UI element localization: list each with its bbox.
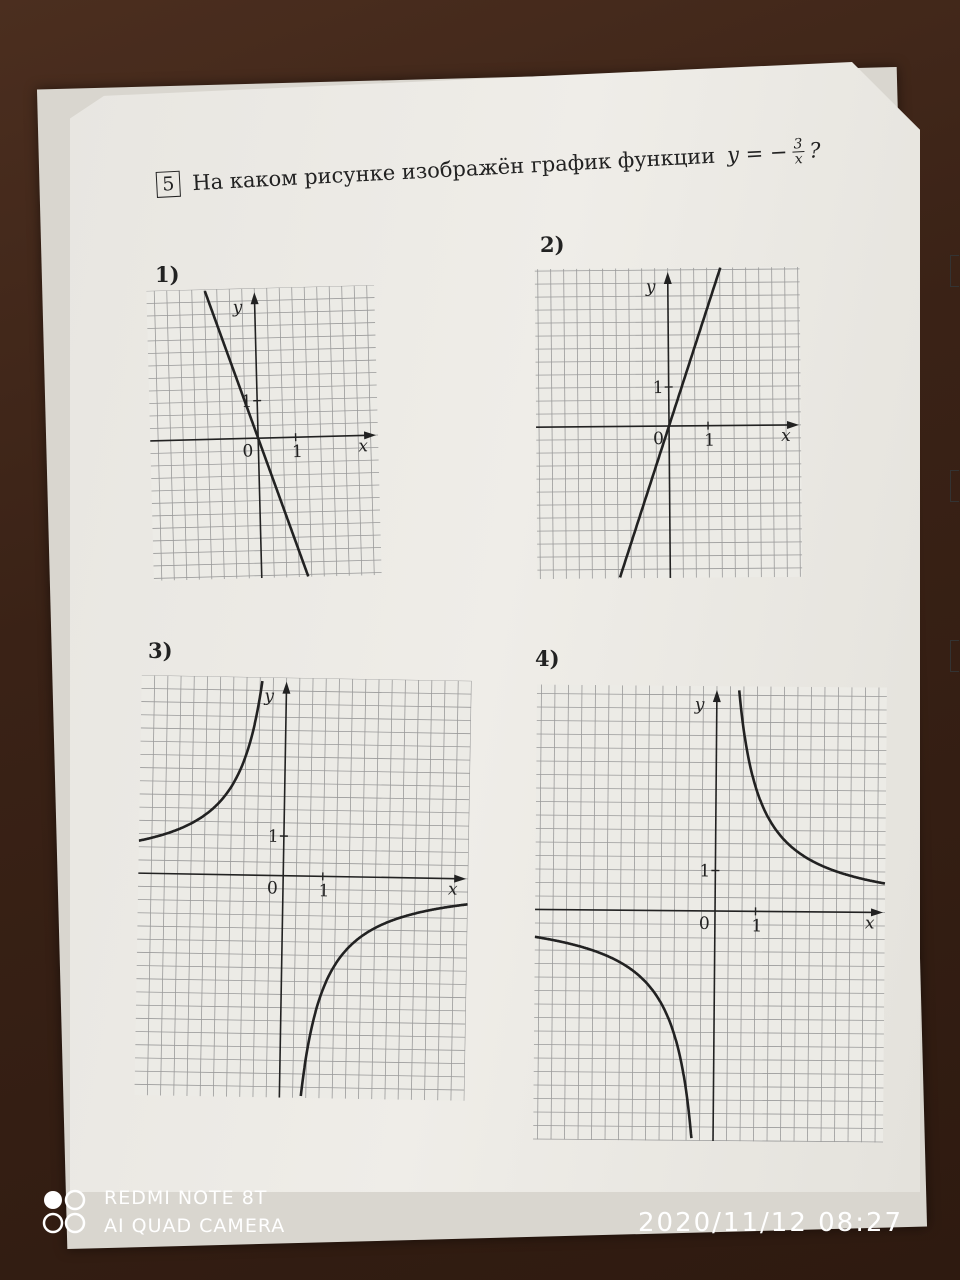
formula-numerator: 3 [793,135,803,153]
y-unit-label: 1 [267,826,279,847]
origin-label: 0 [698,913,710,934]
watermark-model: REDMI NOTE 8T [104,1187,268,1209]
formula-prefix: y = − [726,139,789,168]
x-unit-label: 1 [318,881,330,902]
formula-suffix: ? [808,138,822,163]
task-number: 5 [156,171,181,198]
y-unit-label: 1 [240,391,253,413]
x-axis-label: x [358,436,369,457]
option-1-label: 1) [155,262,180,287]
graph-option-4[interactable] [533,684,887,1142]
formula-fraction [792,137,806,167]
formula-denominator: x [794,150,804,168]
graph-svg [535,267,803,579]
option-4-label: 4) [535,646,560,671]
x-axis-label: x [447,879,458,900]
y-axis-label: y [694,694,705,715]
origin-label: 0 [653,429,665,450]
y-unit-label: 1 [699,861,711,882]
y-axis-label: y [264,686,275,707]
y-axis-label: y [645,277,656,298]
task-text: На каком рисунке изображён график функции [191,143,716,196]
camera-lens-icon [42,1189,92,1235]
next-page-marker [950,255,959,287]
origin-label: 0 [266,878,278,899]
watermark-camera: AI QUAD CAMERA [104,1215,286,1237]
graph-option-1[interactable] [146,285,382,581]
origin-label: 0 [242,441,254,462]
graph-svg [146,285,382,581]
y-unit-label: 1 [652,378,664,399]
camera-watermark [42,1184,285,1240]
option-3-label: 3) [148,638,173,663]
x-axis-label: x [864,913,875,934]
x-unit-label: 1 [704,430,716,451]
graph-svg [134,675,471,1101]
graph-option-2[interactable] [535,267,803,579]
x-unit-label: 1 [291,441,304,463]
graph-option-3[interactable] [134,675,471,1101]
next-page-marker [950,640,959,672]
graph-svg [533,684,887,1142]
photo-timestamp: 2020/11/12 08:27 [638,1208,904,1238]
next-page-marker [950,470,959,502]
x-unit-label: 1 [751,916,763,937]
option-2-label: 2) [540,232,565,257]
x-axis-label: x [781,425,791,447]
y-axis-label: y [232,297,243,318]
function-formula [726,136,821,170]
